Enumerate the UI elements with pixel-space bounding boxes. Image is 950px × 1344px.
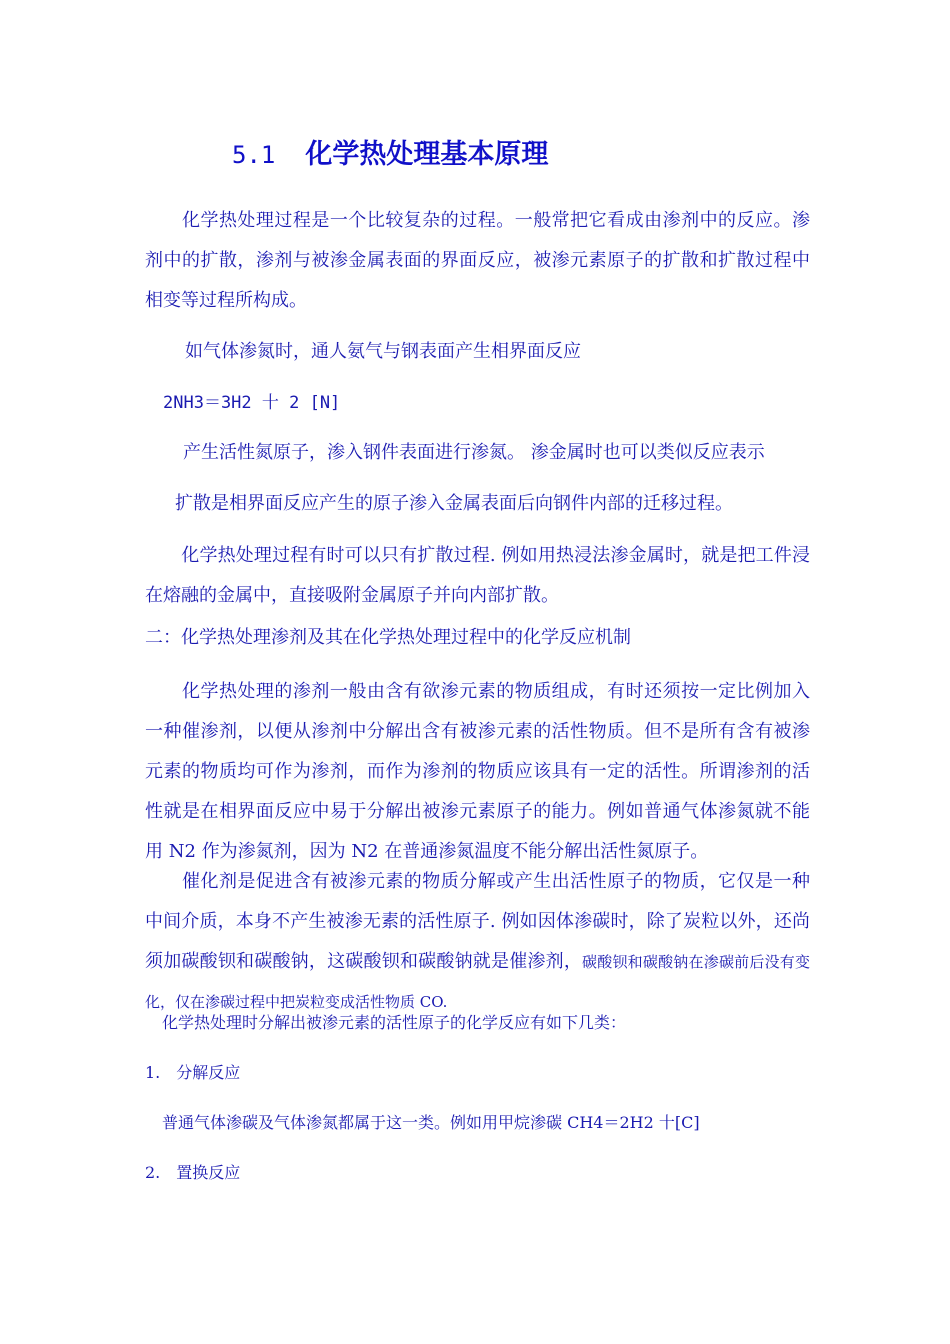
paragraph-catalyst bbox=[145, 862, 810, 1022]
paragraph-nitriding-example: 如气体渗氮时，通人氨气与钢表面产生相界面反应 bbox=[185, 341, 581, 362]
paragraph-decomposition-example: 普通气体渗碳及气体渗氮都属于这一类。例如用甲烷渗碳 CH4＝2H2 十[C] bbox=[162, 1113, 700, 1132]
paragraph-hot-dip: 化学热处理过程有时可以只有扩散过程. 例如用热浸法渗金属时，就是把工件浸在熔融的金属中，直接吸附金属原子并向内部扩散。 bbox=[145, 545, 810, 606]
section-title: 化学热处理基本原理 bbox=[305, 139, 549, 170]
reaction-equation: 2NH3＝3H2 十 2 [N] bbox=[163, 393, 341, 413]
section-heading-two: 二：化学热处理渗剂及其在化学热处理过程中的化学反应机制 bbox=[145, 627, 631, 648]
paragraph-agents: 化学热处理的渗剂一般由含有欲渗元素的物质组成，有时还须按一定比例加入一种催渗剂，以便从渗剂中分解出含有被渗元素的活性物质。但不是所有含有被渗元素的物质均可作为渗剂，而作为渗剂的物质应该具有一定的活性。所谓渗剂的活性就是在相界面反应中易于分解出被渗元素原子的能力。例如普通气体渗氮就不能用 N2 作为渗氮剂，因为 N2 在普通渗氮温度不能分解出活性氮原子。 bbox=[145, 681, 810, 862]
paragraph-intro: 化学热处理过程是一个比较复杂的过程。一般常把它看成由渗剂中的反应。渗剂中的扩散，渗剂与被渗金属表面的界面反应，被渗元素原子的扩散和扩散过程中相变等过程所构成。 bbox=[145, 210, 810, 311]
paragraph-active-nitrogen: 产生活性氮原子，渗入钢件表面进行渗氮。 渗金属时也可以类似反应表示 bbox=[183, 442, 765, 463]
paragraph-diffusion: 扩散是相界面反应产生的原子渗入金属表面后向钢件内部的迁移过程。 bbox=[175, 493, 733, 514]
section-number: 5.1 bbox=[232, 141, 276, 169]
paragraph-reaction-types: 化学热处理时分解出被渗元素的活性原子的化学反应有如下几类： bbox=[162, 1013, 627, 1032]
page-title bbox=[232, 132, 548, 171]
list-item-substitution: 2. 置换反应 bbox=[145, 1163, 241, 1182]
paragraph-catalyst-main: 催化剂是促进含有被渗元素的物质分解或产生出活性原子的物质，它仅是一种中间介质，本身不产生被渗无素的活性原子. 例如因体渗碳时，除了炭粒以外，还尚须加碳酸钡和碳酸钠，这碳酸钡和碳酸钠就是催渗剂， bbox=[145, 871, 810, 972]
list-item-decomposition: 1. 分解反应 bbox=[145, 1063, 241, 1082]
paragraph-catalyst-tail: 碳酸钡和碳酸钠在渗碳前后没有变化，仅在渗碳过程中把炭粒变成活性物质 CO. bbox=[145, 953, 810, 1011]
